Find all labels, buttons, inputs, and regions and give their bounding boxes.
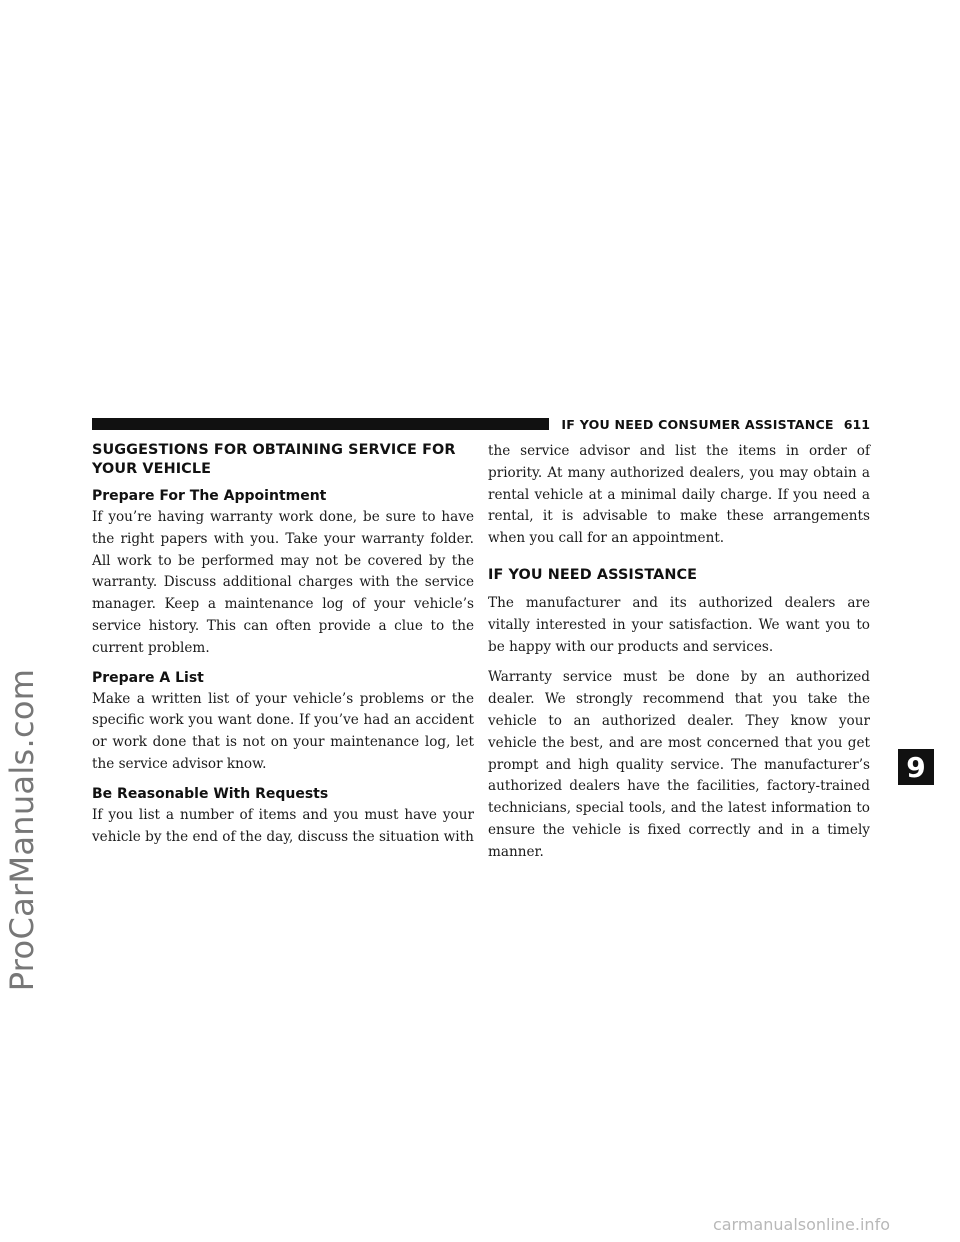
paragraph-prepare-appointment: If you’re having warranty work done, be sure to have the right papers with you. Take your warranty folder. All work to be performed may not be covered by the warranty. Discuss additional charges with the service manager. Keep a maintenance log of your vehicle’s service history. This can often provide a clue to the current problem.	[92, 509, 474, 656]
page-header	[92, 416, 870, 432]
subheading-prepare-list: Prepare A List	[92, 669, 204, 686]
header-title: IF YOU NEED CONSUMER ASSISTANCE	[561, 416, 834, 432]
paragraph-prepare-list: Make a written list of your vehicle’s problems or the specific work you want done. If you’ve had an accident or work done that is not on your maintenance log, let the service advisor know.	[92, 690, 474, 772]
right-column	[488, 441, 870, 873]
paragraph-assistance-2: Warranty service must be done by an authorized dealer. We strongly recommend that you take the vehicle to an authorized dealer. They know your vehicle the best, and are most concerned that you get prompt and high quality service. The manufacturer’s authorized dealers have the facilities, factory-trained technicians, special tools, and the latest information to ensure the vehicle is fixed correctly and in a timely manner.	[488, 669, 870, 860]
chapter-tab	[898, 749, 934, 785]
page-number: 611	[843, 416, 870, 432]
section-title-suggestions: SUGGESTIONS FOR OBTAINING SERVICE FOR YOUR VEHICLE	[92, 442, 456, 477]
side-watermark	[2, 470, 42, 1190]
subheading-reasonable-requests: Be Reasonable With Requests	[92, 785, 329, 802]
left-column	[92, 441, 474, 857]
side-watermark-text: ProCarManuals.com	[3, 668, 41, 992]
subheading-prepare-appointment: Prepare For The Appointment	[92, 488, 327, 504]
section-title-assistance: IF YOU NEED ASSISTANCE	[488, 566, 698, 583]
paragraph-continued: the service advisor and list the items in order of priority. At many authorized dealers, you may obtain a rental vehicle at a minimal daily charge. If you need a rental, it is advisable to make these arrangements when you call for an appointment.	[488, 443, 870, 547]
footer-watermark: carmanualsonline.info	[712, 1215, 890, 1234]
header-rule	[92, 418, 549, 430]
chapter-number: 9	[906, 750, 926, 784]
paragraph-assistance-1: The manufacturer and its authorized dealers are vitally interested in your satisfaction. We want you to be happy with our products and services.	[488, 594, 870, 655]
paragraph-reasonable-requests: If you list a number of items and you must have your vehicle by the end of the day, discuss the situation with	[92, 806, 474, 845]
